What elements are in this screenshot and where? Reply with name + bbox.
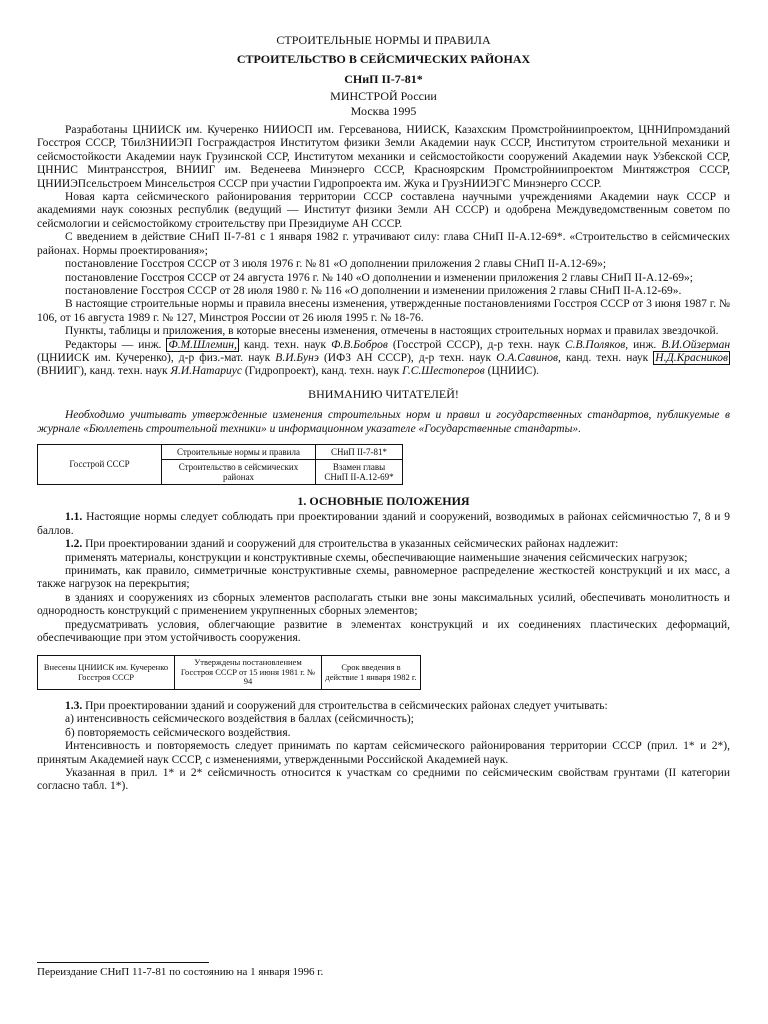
clause-1-3-text: Интенсивность и повторяемость следует принимать по картам сейсмического районирования территории СССР (прил. 1* и 2*), принятым Академией наук СССР, с изменениями, утвержденными Российской Академией наук. [37,740,730,766]
clause-1-3-item: б) повторяемость сейсмического воздействия. [65,726,291,739]
document-body [37,34,730,794]
approval-submitted: Внесены ЦНИИСК им. Кучеренко Госстроя СССР [38,656,175,690]
editor-name: С.В.Поляков, [564,338,629,351]
approval-approved: Утверждены постановлением Госстроя СССР от 15 июня 1981 г. № 94 [175,656,322,690]
intro-new-map: Новая карта сейсмического районирования территории СССР составлена научными учреждениями Академии наук СССР и академиями наук союзных республик (ведущий — Институт физики Земли АН СССР) и одобрена Междуведомственным советом по сейсмологии и сейсмостойкому строительству при Президиуме АН СССР. [37,191,730,230]
header-table-type: Строительные нормы и правила [162,444,316,459]
footnote: Переиздание СНиП 11-7-81 по состоянию на 1 января 1996 г. [37,966,324,978]
intro-developers: Разработаны ЦНИИСК им. Кучеренко НИИОСП им. Герсеванова, НИИСК, Казахским Промстройниипроектом, ЦННИпромзданий Госстроя СССР, ТбилЗНИИЭП Госграждастроя Институтом физики Земли Академии наук СССР, Институтом строительной механики и сейсмостойкости Академии наук Грузинской ССР, Институтом механики и сейсмостойкости сооружений Академии наук Узбекской ССР, ЦННИС Минтрансстроя, ВНИИГ им. Веденеева Минэнерго СССР, Красноярским Промстройниипроектом Минтяжстроя СССР, ЦНИИЭПсельстроем Минсельстроя СССР при участии Гидропроекта им. Жука и ГрузНИИЭГС Минэнерго СССР. [37,124,730,190]
editor-title: (ИФЗ АН СССР), д-р техн. наук [323,351,492,364]
editor-name: Н.Д.Красников [655,351,729,364]
doc-series-title: СТРОИТЕЛЬНЫЕ НОРМЫ И ПРАВИЛА [276,33,491,47]
clause-text: При проектировании зданий и сооружений для строительства в сейсмических районах следует учитывать: [85,699,608,712]
intro-amendments: В настоящие строительные нормы и правила внесены изменения, утвержденные постановлениями Госстроя СССР от 3 июня 1987 г. № 106, от 16 августа 1989 г. № 127, Минстроя России от 26 июля 1995 г. № 18-76. [37,298,730,324]
editor-title: канд. техн. наук [565,351,649,364]
editor-name: Г.С.Шестоперов [402,365,485,378]
editor-title: (ВНИИГ), канд. техн. наук [37,365,168,378]
document-header-table [37,444,403,485]
intro-decree-3: постановление Госстроя СССР от 28 июля 1980 г. № 116 «О дополнении и изменении приложения 2 главы СНиП II-А.12-69». [65,284,682,297]
editor-name: В.И.Ойзерман [661,338,731,351]
doc-title: СТРОИТЕЛЬСТВО В СЕЙСМИЧЕСКИХ РАЙОНАХ [236,52,531,67]
clause-text: Настоящие нормы следует соблюдать при проектировании зданий и сооружений, возводимых в районах сейсмичностью 7, 8 и 9 баллов. [37,511,730,537]
editor-name: Ф.В.Бобров [331,338,388,351]
editor-title: (Гидропроект), канд. техн. наук [244,365,400,378]
intro-asterisk-note: Пункты, таблицы и приложения, в которые внесены изменения, отмечены в настоящих строительных нормах и правилах звездочкой. [65,325,719,338]
editor-title: (ЦНИИС). [487,365,540,378]
clause-1-1 [37,511,730,538]
header-table-subject: Строительство в сейсмических районах [162,459,316,484]
clause-1-3-item: а) интенсивность сейсмического воздействия в баллах (сейсмичность); [65,713,414,726]
clause-number: 1.1. [65,511,83,524]
approval-effective: Срок введения в действие 1 января 1982 г. [322,656,421,690]
clause-1-2-item: применять материалы, конструкции и конструктивные схемы, обеспечивающие наименьшие значения сейсмических нагрузок; [65,551,688,564]
editor-name: Ф.М.Шлемин, [168,338,237,351]
attention-text: Необходимо учитывать утвержденные изменения строительных норм и правил и государственных стандартов, публикуемые в журнале «Бюллетень строительной техники» и информационном указателе «Государственные стандарты». [37,409,730,435]
clause-1-2-item: в зданиях и сооружениях из сборных элементов располагать стыки вне зоны максимальных усилий, обеспечивать монолитность и однородность конструкций с применением укрупненных сборных элементов; [37,591,730,618]
clause-number: 1.3. [65,699,83,712]
doc-code: СНиП II-7-81* [344,71,423,86]
intro-superseded: С введением в действие СНиП II-7-81 с 1 января 1982 г. утрачивают силу: глава СНиП II-А.12-69*. «Строительство в сейсмических районах. Нормы проектирования»; [37,231,730,257]
clause-1-2-item: принимать, как правило, симметричные конструктивные схемы, равномерное распределение жесткостей конструкций и их масс, а также нагрузок на перекрытия; [37,565,730,591]
clause-1-3-text: Указанная в прил. 1* и 2* сейсмичность относится к участкам со средними по сейсмическим свойствам грунтами (II категории согласно табл. 1*). [37,766,730,793]
editor-name: Я.И.Натариус [170,365,243,378]
header-table-replaces: Взамен главы СНиП II-А.12-69* [316,459,403,484]
clause-number: 1.2. [65,538,83,551]
approval-table [37,655,421,690]
editors-paragraph [37,339,730,379]
editor-title: инж. [633,338,657,351]
editors-lead: Редакторы — инж. [65,338,162,351]
clause-1-3 [37,700,730,713]
editor-name: В.И.Бунэ [275,351,319,364]
doc-ministry: МИНСТРОЙ России [330,89,437,104]
clause-1-2 [37,538,730,551]
editor-title: (Госстрой СССР), д-р техн. наук [392,338,560,351]
clause-text: При проектировании зданий и сооружений для строительства в указанных сейсмических районах надлежит: [85,538,619,551]
header-table-code: СНиП II-7-81* [316,444,403,459]
clause-1-2-item: предусматривать условия, облегчающие развитие в элементах конструкций и их соединениях пластических деформаций, обеспечивающие при этом устойчивость сооружения. [37,618,730,645]
intro-decree-2: постановление Госстроя СССР от 24 августа 1976 г. № 140 «О дополнении и изменении приложения 2 главы СНиП II-А.12-69»; [65,271,693,284]
doc-city-year: Москва 1995 [350,103,417,118]
section-heading: 1. ОСНОВНЫЕ ПОЛОЖЕНИЯ [297,493,470,508]
intro-decree-1: постановление Госстроя СССР от 3 июля 1976 г. № 81 «О дополнении приложения 2 главы СНиП II-А.12-69»; [65,258,607,271]
editor-title: (ЦНИИСК им. Кучеренко), д-р физ.-мат. наук [37,351,271,364]
header-table-org: Госстрой СССР [38,444,162,484]
attention-heading: ВНИМАНИЮ ЧИТАТЕЛЕЙ! [308,386,459,401]
editor-name: О.А.Савинов, [496,351,561,364]
editor-title: канд. техн. наук [243,338,327,351]
footnote-divider [37,962,209,963]
